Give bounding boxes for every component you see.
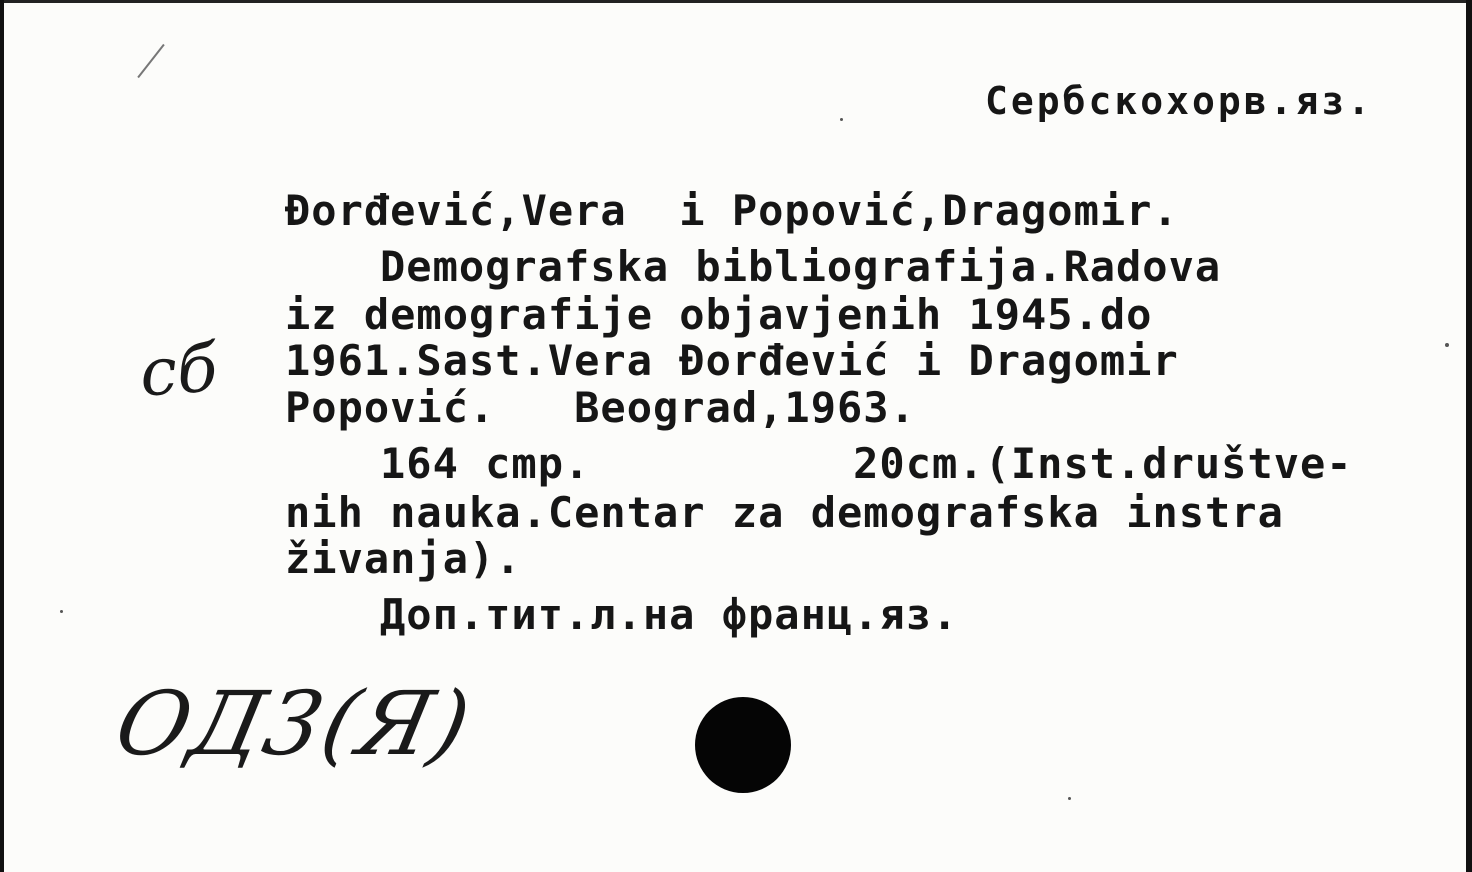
title-line-1: Demografska bibliografija.Radova — [380, 242, 1222, 291]
title-line-3: 1961.Sast.Vera Đorđević i Dragomir — [285, 336, 1179, 385]
call-number: ОД3(Я) — [107, 672, 481, 775]
card-left-edge — [0, 0, 4, 872]
author-line: Đorđević,Vera i Popović,Dragomir. — [285, 186, 1179, 235]
speck — [1445, 343, 1449, 347]
physical-description-line: 164 cmp. 20cm.(Inst.društve- — [380, 439, 1353, 488]
pencil-mark — [137, 44, 164, 78]
speck — [840, 118, 843, 121]
card-right-edge — [1466, 0, 1472, 872]
note-line: Доп.тит.л.на франц.яз. — [380, 590, 959, 639]
punch-hole — [695, 697, 791, 793]
series-line-1: nih nauka.Centar za demografska instra — [285, 488, 1284, 537]
card-top-edge — [0, 0, 1472, 3]
handwritten-mark: сб — [137, 329, 220, 412]
series-line-2: živanja). — [285, 534, 522, 583]
title-line-2: iz demografije objavjenih 1945.do — [285, 290, 1153, 339]
speck — [1068, 797, 1071, 800]
publication-line: Popović. Beograd,1963. — [285, 383, 916, 432]
language-heading: Сербскохорв.яз. — [985, 79, 1374, 123]
speck — [60, 610, 63, 613]
